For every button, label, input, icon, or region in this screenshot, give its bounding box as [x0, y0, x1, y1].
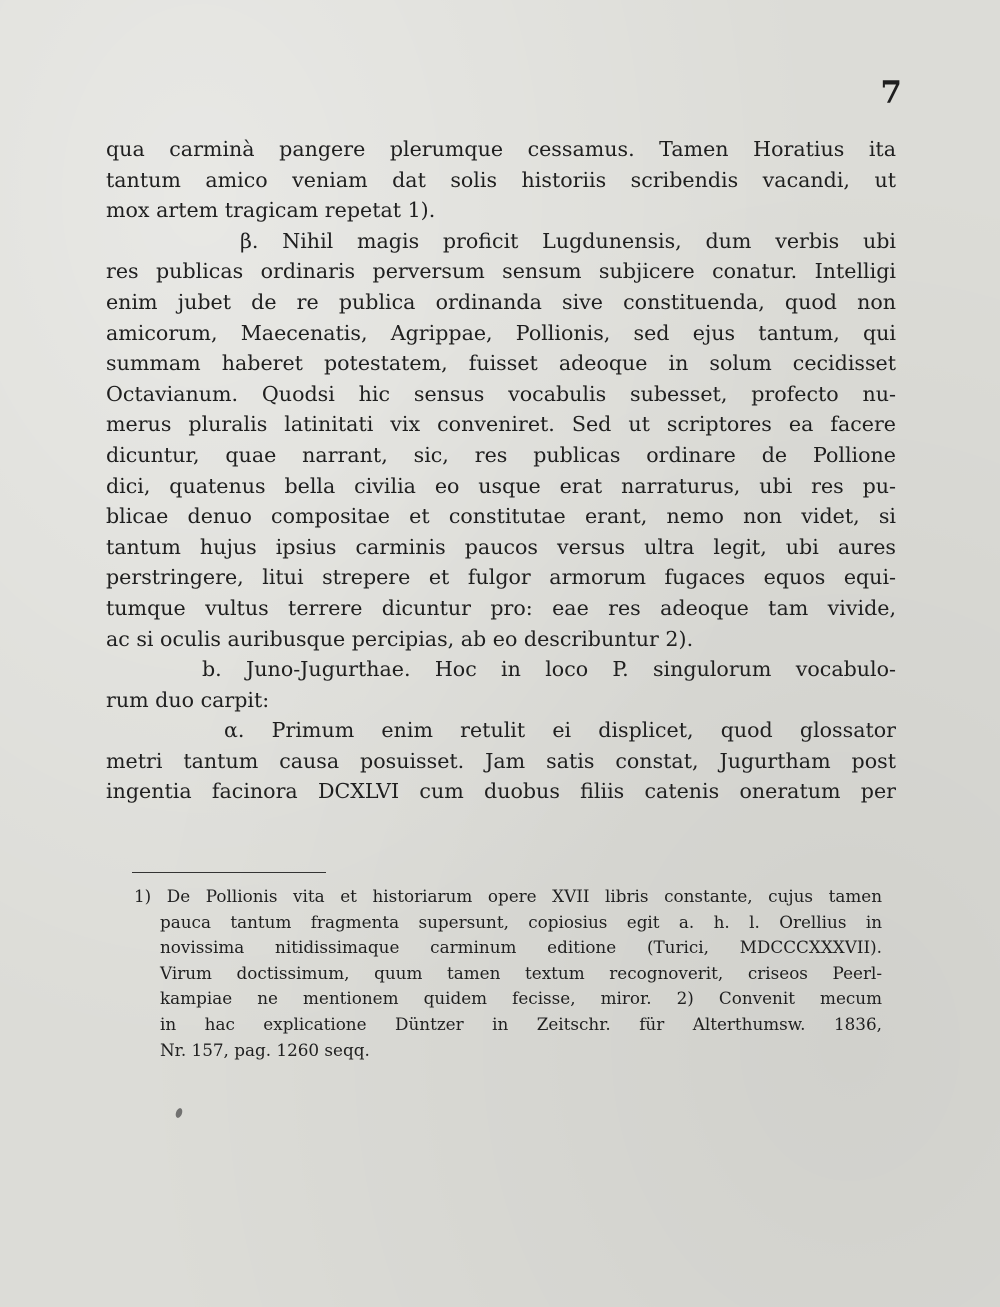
footnote-line: novissima nitidissimaque carminum editione (Turici, MDCCCXXXVII). [160, 937, 882, 958]
page-number: 7 [880, 75, 902, 111]
footnote-line: Nr. 157, pag. 1260 seqq. [160, 1039, 370, 1060]
text-line: qua carminà pangere plerumque cessamus. Tamen Horatius ita [106, 137, 896, 161]
text-line: tumque vultus terrere dicuntur pro: eae res adeoque tam vivide, [106, 595, 896, 620]
text-line: summam haberet potestatem, fuisset adeoque in solum cecidisset [106, 351, 896, 376]
footnote-line: in hac explicatione Düntzer in Zeitschr. für Alterthumsw. 1836, [160, 1013, 882, 1034]
footnote-line: kampiae ne mentionem quidem fecisse, miror. 2) Convenit mecum [160, 988, 882, 1009]
text-line: Octavianum. Quodsi hic sensus vocabulis subesset, profecto nu- [106, 381, 896, 406]
text-line: perstringere, litui strepere et fulgor armorum fugaces equos equi- [106, 565, 896, 590]
text-line: metri tantum causa posuisset. Jam satis constat, Jugurtham post [106, 748, 896, 773]
text-line: dici, quatenus bella civilia eo usque erat narraturus, ubi res pu- [106, 473, 896, 498]
text-line: ingentia facinora DCXLVI cum duobus filiis catenis oneratum per [106, 779, 896, 804]
text-line: blicae denuo compositae et constitutae erant, nemo non videt, si [106, 504, 896, 529]
text-line: β. Nihil magis proficit Lugdunensis, dum verbis ubi [240, 228, 896, 253]
text-line: enim jubet de re publica ordinanda sive constituenda, quod non [106, 289, 896, 314]
ink-speck [174, 1107, 183, 1118]
text-line: tantum hujus ipsius carminis paucos versus ultra legit, ubi aures [106, 534, 896, 559]
footnote-line: 1) De Pollionis vita et historiarum opere XVII libris constante, cujus tamen [134, 886, 882, 906]
text-line: dicuntur, quae narrant, sic, res publicas ordinare de Pollione [106, 442, 896, 467]
text-line: rum duo carpit: [106, 687, 270, 712]
footnote-line: Virum doctissimum, quum tamen textum recognoverit, criseos Peerl- [160, 962, 882, 983]
text-line: tantum amico veniam dat solis historiis scribendis vacandi, ut [106, 167, 896, 192]
footnotes-block [134, 884, 882, 1063]
main-text-block [106, 134, 896, 807]
footnote-divider [132, 872, 326, 873]
footnote-line: pauca tantum fragmenta supersunt, copiosius egit a. h. l. Orellius in [160, 911, 882, 932]
text-line: amicorum, Maecenatis, Agrippae, Pollionis, sed ejus tantum, qui [106, 320, 896, 345]
text-line: α. Primum enim retulit ei displicet, quod glossator [224, 718, 896, 743]
text-line: merus pluralis latinitati vix conveniret. Sed ut scriptores ea facere [106, 412, 896, 437]
text-line: res publicas ordinaris perversum sensum subjicere conatur. Intelligi [106, 259, 896, 284]
text-line: mox artem tragicam repetat 1). [106, 198, 436, 223]
text-line: ac si oculis auribusque percipias, ab eo describuntur 2). [106, 626, 694, 651]
text-line: b. Juno-Jugurthae. Hoc in loco P. singulorum vocabulo- [202, 657, 896, 682]
